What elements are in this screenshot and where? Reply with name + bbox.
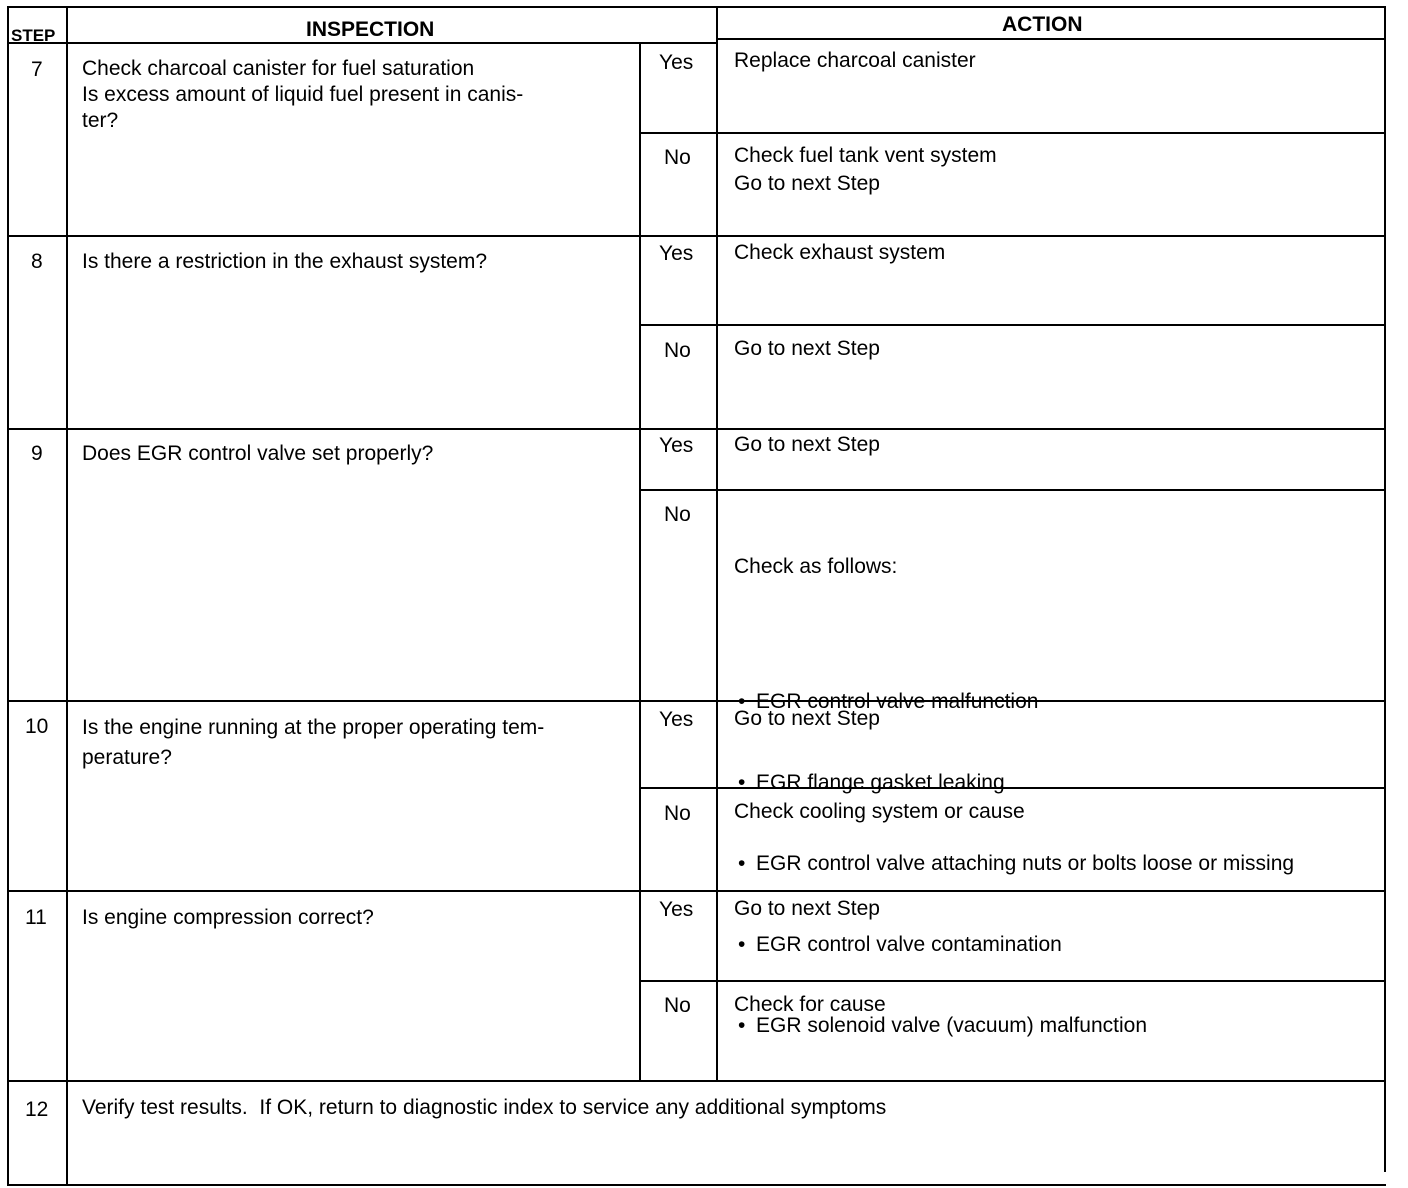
no-label: No [664, 146, 691, 169]
inspection-text: Check charcoal canister for fuel saturation Is excess amount of liquid fuel present in canis- ter? [82, 57, 524, 132]
yes-action: Go to next Step [734, 897, 880, 920]
step-number: 9 [31, 442, 43, 465]
table-border-top [7, 6, 1386, 8]
list-item: • EGR control valve attaching nuts or bolts loose or missing [734, 850, 1316, 877]
no-action: Check for cause [734, 993, 886, 1016]
yes-label: Yes [659, 708, 694, 731]
yes-no-divider [639, 489, 1386, 491]
inspection-header: INSPECTION [306, 18, 435, 41]
yes-no-divider [639, 132, 1386, 134]
yes-label: Yes [659, 51, 694, 74]
table-border-bottom [7, 1184, 1386, 1186]
yes-action: Replace charcoal canister [734, 49, 976, 72]
header-bottom-line [716, 38, 1386, 40]
yes-no-divider [639, 324, 1386, 326]
no-label: No [664, 503, 691, 526]
yes-label: Yes [659, 434, 694, 457]
no-label: No [664, 802, 691, 825]
inspection-text: Is the engine running at the proper operating tem- perature? [82, 716, 545, 769]
yes-action: Go to next Step [734, 707, 880, 730]
table-border-right [1384, 6, 1386, 1172]
action-header: ACTION [1002, 13, 1083, 36]
no-action: Go to next Step [734, 337, 880, 360]
step-number: 12 [25, 1098, 49, 1121]
no-action-intro: Check as follows: [734, 555, 898, 578]
inspection-text: Is there a restriction in the exhaust system? [82, 250, 488, 273]
no-label: No [664, 994, 691, 1017]
step-number: 10 [25, 715, 49, 738]
list-item: • EGR control valve contamination [734, 931, 1356, 958]
yes-label: Yes [659, 898, 694, 921]
list-item: • EGR flange gasket leaking [734, 769, 1356, 796]
yes-action: Check exhaust system [734, 241, 946, 264]
no-action-list [734, 634, 1356, 1093]
yes-action: Go to next Step [734, 433, 880, 456]
inspection-text: Does EGR control valve set properly? [82, 442, 434, 465]
action-col-divider [716, 42, 718, 1080]
row-divider [7, 428, 1386, 430]
step-col-divider [66, 8, 68, 1186]
yes-label: Yes [659, 242, 694, 265]
row-divider [7, 235, 1386, 237]
step-number: 11 [25, 906, 47, 929]
no-action: Check cooling system or cause [734, 800, 1025, 823]
no-action: Check fuel tank vent system Go to next Step [734, 144, 997, 195]
table-border-left [7, 8, 9, 1186]
inspection-text: Is engine compression correct? [82, 906, 374, 929]
inspection-text: Verify test results. If OK, return to diagnostic index to service any additional symptoms [82, 1096, 887, 1119]
step-number: 8 [31, 250, 43, 273]
answer-col-divider [639, 42, 641, 1080]
header-divider [716, 6, 718, 42]
step-number: 7 [31, 58, 43, 81]
no-label: No [664, 339, 691, 362]
list-item: • EGR solenoid valve (vacuum) malfunction [734, 1012, 1356, 1039]
list-item: • EGR control valve malfunction [734, 688, 1356, 715]
step-header: STEP [11, 26, 56, 45]
